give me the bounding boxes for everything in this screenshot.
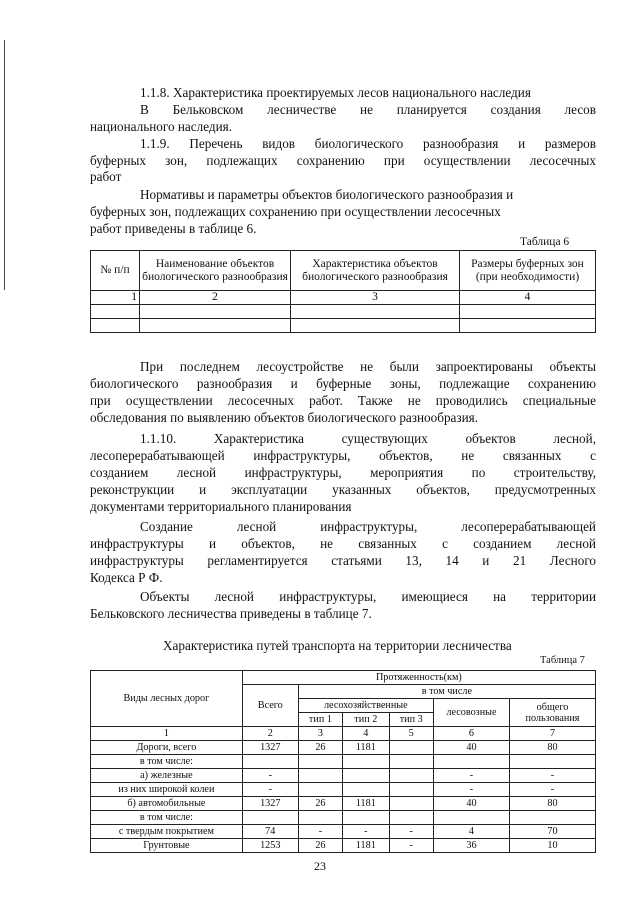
table-7 bbox=[90, 670, 596, 853]
table7-cell-timber: - bbox=[433, 769, 509, 783]
table7-row-name: с твердым покрытием bbox=[91, 825, 243, 839]
paragraph-objects-line2: Бельковского лесничества приведены в таблице 7. bbox=[90, 606, 372, 621]
table7-cell-timber: 36 bbox=[433, 839, 509, 853]
table7-header-forestry: лесохозяйственные bbox=[298, 699, 433, 713]
table7-cell-total: - bbox=[242, 769, 298, 783]
table7-caption: Таблица 7 bbox=[540, 655, 585, 666]
table6-col-number: 1 bbox=[91, 291, 140, 305]
table7-cell-timber: 40 bbox=[433, 797, 509, 811]
table7-cell-t2 bbox=[343, 811, 389, 825]
heading-1-1-10-line4: реконструкции и эксплуатации указанных объектов, предусмотренных bbox=[90, 482, 596, 497]
table7-row bbox=[91, 755, 596, 769]
table7-row-name: а) железные bbox=[91, 769, 243, 783]
table6-header-characteristic: Характеристика объектов биологического разнообразия bbox=[291, 251, 460, 291]
table7-title: Характеристика путей транспорта на территории лесничества bbox=[163, 638, 512, 653]
table7-cell-t3: - bbox=[389, 825, 433, 839]
table7-cell-t3 bbox=[389, 769, 433, 783]
table7-cell-timber: - bbox=[433, 783, 509, 797]
table7-row-name: Дороги, всего bbox=[91, 741, 243, 755]
table7-cell-t1 bbox=[298, 769, 342, 783]
table7-cell-total bbox=[242, 811, 298, 825]
table7-col-number: 5 bbox=[389, 727, 433, 741]
table7-cell-t1 bbox=[298, 783, 342, 797]
table6-col-number: 3 bbox=[291, 291, 460, 305]
table7-header-type3: тип 3 bbox=[389, 713, 433, 727]
table7-cell-general: 80 bbox=[510, 797, 596, 811]
table7-row-name: из них широкой колеи bbox=[91, 783, 243, 797]
table7-col-number: 3 bbox=[298, 727, 342, 741]
paragraph-last-line1: При последнем лесоустройстве не были запроектированы объекты bbox=[140, 359, 596, 374]
table7-cell-general: 80 bbox=[510, 741, 596, 755]
table7-header-type2: тип 2 bbox=[343, 713, 389, 727]
table7-cell-t2 bbox=[343, 755, 389, 769]
table7-cell-general bbox=[510, 755, 596, 769]
table6-caption: Таблица 6 bbox=[520, 236, 570, 248]
table7-cell-t2: - bbox=[343, 825, 389, 839]
table7-cell-t2: 1181 bbox=[343, 839, 389, 853]
table7-row bbox=[91, 811, 596, 825]
table7-header-type1: тип 1 bbox=[298, 713, 342, 727]
table7-col-number: 4 bbox=[343, 727, 389, 741]
table7-header-types: Виды лесных дорог bbox=[91, 671, 243, 727]
table7-cell-t1: - bbox=[298, 825, 342, 839]
table7-col-number: 1 bbox=[91, 727, 243, 741]
table7-col-number: 6 bbox=[433, 727, 509, 741]
table7-row-name: в том числе: bbox=[91, 755, 243, 769]
table6-empty-cell bbox=[291, 305, 460, 319]
table6-empty-cell bbox=[140, 319, 291, 333]
norms-line2: буферных зон, подлежащих сохранению при осуществлении лесосечных bbox=[90, 204, 501, 219]
heading-1-1-8: 1.1.8. Характеристика проектируемых лесов национального наследия bbox=[140, 85, 531, 100]
heading-1-1-9-line1: 1.1.9. Перечень видов биологического разнообразия и размеров bbox=[140, 136, 596, 151]
heading-1-1-10-line1: 1.1.10. Характеристика существующих объектов лесной, bbox=[140, 431, 596, 446]
table7-col-number: 7 bbox=[510, 727, 596, 741]
table7-row bbox=[91, 769, 596, 783]
table7-cell-t3 bbox=[389, 755, 433, 769]
table7-row bbox=[91, 783, 596, 797]
paragraph-1-1-8-line1: В Бельковском лесничестве не планируется создания лесов bbox=[140, 102, 596, 117]
table7-cell-general: 70 bbox=[510, 825, 596, 839]
paragraph-creation-line4: Кодекса Р Ф. bbox=[90, 570, 163, 585]
paragraph-creation-line2: инфраструктуры и объектов, не связанных с созданием лесной bbox=[90, 536, 596, 551]
margin-line bbox=[4, 40, 5, 290]
paragraph-creation-line3: инфраструктуры регламентируется статьями 13, 14 и 21 Лесного bbox=[90, 553, 596, 568]
table7-row bbox=[91, 741, 596, 755]
table7-header-including: в том числе bbox=[298, 685, 595, 699]
table7-row bbox=[91, 825, 596, 839]
paragraph-last-line3: при осуществлении лесосечных работ. Также не проводились специальные bbox=[90, 393, 596, 408]
table7-cell-t1: 26 bbox=[298, 741, 342, 755]
table7-cell-total: 1327 bbox=[242, 797, 298, 811]
table7-cell-general bbox=[510, 811, 596, 825]
table6-col-number: 4 bbox=[460, 291, 596, 305]
table7-row-name: б) автомобильные bbox=[91, 797, 243, 811]
table7-cell-t1: 26 bbox=[298, 839, 342, 853]
table7-cell-timber bbox=[433, 811, 509, 825]
table-6 bbox=[90, 250, 596, 333]
table7-header-length: Протяженность(км) bbox=[242, 671, 595, 685]
table7-cell-timber: 4 bbox=[433, 825, 509, 839]
table7-header-timber: лесовозные bbox=[433, 699, 509, 727]
table7-cell-general: - bbox=[510, 783, 596, 797]
table7-cell-total bbox=[242, 755, 298, 769]
page-number: 23 bbox=[314, 859, 326, 873]
heading-1-1-9-line3: работ bbox=[90, 169, 122, 184]
paragraph-objects-line1: Объекты лесной инфраструктуры, имеющиеся на территории bbox=[140, 589, 596, 604]
table7-cell-t1 bbox=[298, 811, 342, 825]
paragraph-last-line4: обследования по выявлению объектов биологического разнообразия. bbox=[90, 410, 479, 425]
norms-line3: работ приведены в таблице 6. bbox=[90, 221, 257, 236]
heading-1-1-9-line2: буферных зон, подлежащих сохранению при осуществлении лесосечных bbox=[90, 153, 596, 168]
paragraph-1-1-8-line2: национального наследия. bbox=[90, 119, 233, 134]
table6-header-name: Наименование объектов биологического разнообразия bbox=[140, 251, 291, 291]
table6-empty-cell bbox=[140, 305, 291, 319]
table6-empty-cell bbox=[91, 319, 140, 333]
heading-1-1-10-line5: документами территориального планирования bbox=[90, 499, 352, 514]
heading-1-1-10-line3: созданием лесной инфраструктуры, мероприятия по строительству, bbox=[90, 465, 596, 480]
table7-cell-t3 bbox=[389, 811, 433, 825]
table7-cell-total: 1253 bbox=[242, 839, 298, 853]
table7-row-name: в том числе: bbox=[91, 811, 243, 825]
table6-empty-cell bbox=[91, 305, 140, 319]
table7-row bbox=[91, 839, 596, 853]
table7-cell-t2 bbox=[343, 783, 389, 797]
table7-cell-t3: - bbox=[389, 839, 433, 853]
paragraph-last-line2: биологического разнообразия и буферные зоны, подлежащие сохранению bbox=[90, 376, 596, 391]
table7-cell-t1: 26 bbox=[298, 797, 342, 811]
table7-cell-general: 10 bbox=[510, 839, 596, 853]
table7-row bbox=[91, 797, 596, 811]
table6-empty-cell bbox=[460, 305, 596, 319]
table6-empty-cell bbox=[460, 319, 596, 333]
table7-cell-t1 bbox=[298, 755, 342, 769]
table6-header-buffer: Размеры буферных зон (при необходимости) bbox=[460, 251, 596, 291]
table7-cell-t3 bbox=[389, 783, 433, 797]
table7-cell-timber bbox=[433, 755, 509, 769]
table7-cell-t3 bbox=[389, 741, 433, 755]
table6-header-num: № п/п bbox=[91, 251, 140, 291]
table7-col-number: 2 bbox=[242, 727, 298, 741]
table7-cell-t2 bbox=[343, 769, 389, 783]
table7-header-total: Всего bbox=[242, 685, 298, 727]
table7-cell-total: 1327 bbox=[242, 741, 298, 755]
table7-cell-t2: 1181 bbox=[343, 741, 389, 755]
table7-cell-t2: 1181 bbox=[343, 797, 389, 811]
paragraph-creation-line1: Создание лесной инфраструктуры, лесоперерабатывающей bbox=[140, 519, 596, 534]
table6-empty-cell bbox=[291, 319, 460, 333]
table7-cell-total: - bbox=[242, 783, 298, 797]
table7-body bbox=[91, 741, 596, 853]
table7-cell-total: 74 bbox=[242, 825, 298, 839]
norms-line1: Нормативы и параметры объектов биологического разнообразия и bbox=[140, 187, 514, 202]
table7-cell-t3 bbox=[389, 797, 433, 811]
table6-col-number: 2 bbox=[140, 291, 291, 305]
table7-cell-general: - bbox=[510, 769, 596, 783]
table7-row-name: Грунтовые bbox=[91, 839, 243, 853]
table7-cell-timber: 40 bbox=[433, 741, 509, 755]
heading-1-1-10-line2: лесоперерабатывающей инфраструктуры, объектов, не связанных с bbox=[90, 448, 596, 463]
table7-header-general: общего пользования bbox=[510, 699, 596, 727]
